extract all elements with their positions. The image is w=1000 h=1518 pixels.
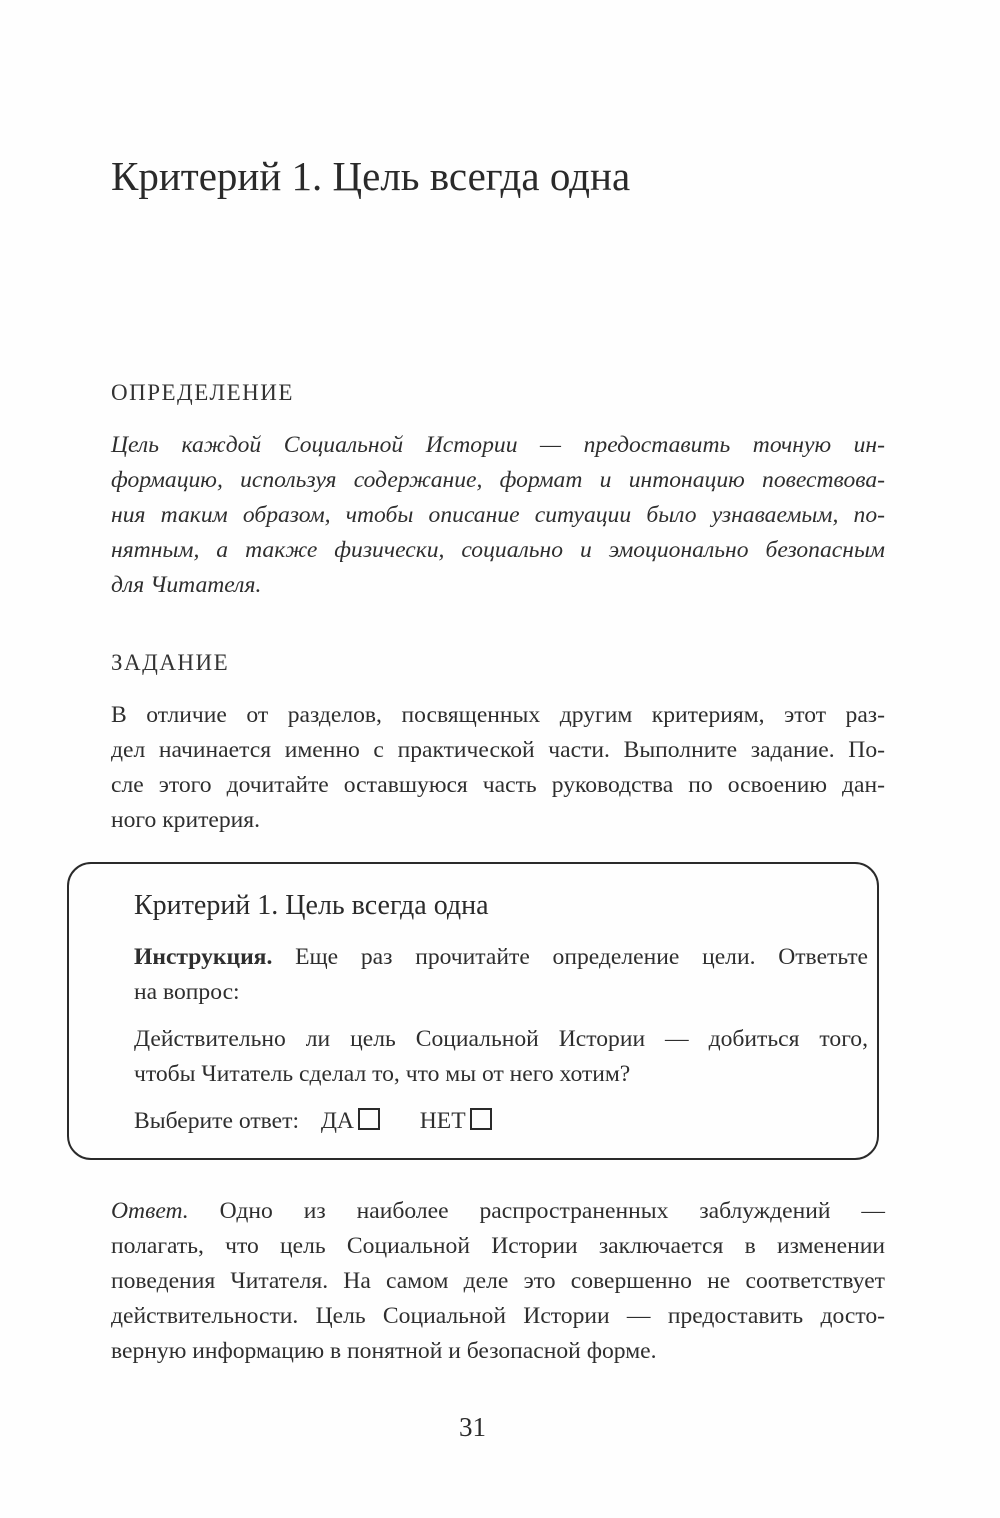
chapter-title: Критерий 1. Цель всегда одна [111,153,631,199]
exercise-instruction [134,940,868,1010]
yes-checkbox[interactable] [358,1108,380,1130]
instruction-text: Еще раз прочитайте определение цели. Ответьте [272,944,868,970]
question-line: Действительно ли цель Социальной Истории — добиться того, [134,1026,868,1052]
answer-line: полагать, что цель Социальной Истории заключается в изменении [111,1233,885,1259]
no-checkbox[interactable] [470,1108,492,1130]
definition-line: ния таким образом, чтобы описание ситуации было узнаваемым, по- [111,502,885,528]
answer-line: поведения Читателя. На самом деле это совершенно не соответствует [111,1268,885,1294]
definition-line: нятным, а также физически, социально и эмоционально безопасным [111,537,885,563]
exercise-box [67,862,879,1160]
instruction-line [134,940,868,975]
task-text [111,698,885,838]
answer-line: верную информацию в понятной и безопасной форме. [111,1338,657,1364]
option-no-label: НЕТ [419,1108,466,1134]
answer-lead: Ответ. [111,1198,189,1224]
definition-line: формацию, используя содержание, формат и интонацию повествова- [111,467,885,493]
definition-line: для Читателя. [111,572,262,598]
option-yes-label: ДА [320,1108,354,1134]
choose-answer-label: Выберите ответ: [134,1108,299,1134]
exercise-question [134,1022,868,1092]
instruction-line: на вопрос: [134,979,240,1005]
definition-text [111,428,885,603]
task-line: В отличие от разделов, посвященных другим критериям, этот раз- [111,702,885,728]
task-line: дел начинается именно с практической части. Выполните задание. По- [111,737,885,763]
question-line: чтобы Читатель сделал то, что мы от него хотим? [134,1061,631,1087]
answer-line [111,1194,885,1229]
answer-line-rest: Одно из наиболее распространенных заблуждений — [188,1198,885,1224]
answer-line: действительности. Цель Социальной Истории — предоставить досто- [111,1303,885,1329]
answer-text [111,1194,885,1369]
task-line: ного критерия. [111,807,261,833]
exercise-title: Критерий 1. Цель всегда одна [134,890,489,921]
page-number: 31 [459,1412,486,1442]
definition-line: Цель каждой Социальной Истории — предоставить точную ин- [111,432,885,458]
instruction-label: Инструкция. [134,944,273,970]
task-line: сле этого дочитайте оставшуюся часть руководства по освоению дан- [111,772,885,798]
answer-choice-row [134,1104,492,1139]
task-heading: ЗАДАНИЕ [111,650,230,675]
definition-heading: ОПРЕДЕЛЕНИЕ [111,380,294,405]
